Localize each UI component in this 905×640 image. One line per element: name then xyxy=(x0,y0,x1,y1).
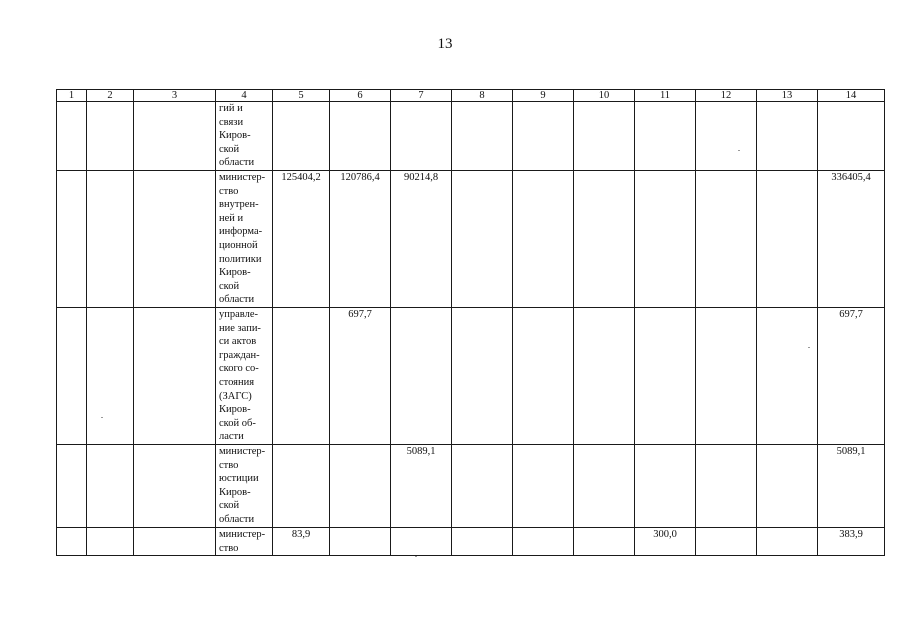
scan-speck xyxy=(808,347,810,348)
organization-name-line: ней и xyxy=(219,212,244,224)
organization-name-line: юстиции xyxy=(219,473,259,485)
amount-cell xyxy=(757,102,818,171)
amount-cell xyxy=(818,102,885,171)
empty-cell xyxy=(57,528,87,556)
organization-name-line: стояния xyxy=(219,376,255,388)
amount-cell xyxy=(696,171,757,308)
amount-cell xyxy=(330,102,391,171)
table-row xyxy=(57,102,885,171)
organization-name-line: области xyxy=(219,294,255,306)
column-header: 2 xyxy=(87,90,134,102)
organization-name-line: граждан- xyxy=(219,349,260,361)
amount-cell xyxy=(452,528,513,556)
organization-name-line: Киров- xyxy=(219,404,251,416)
column-header: 12 xyxy=(696,90,757,102)
amount-cell xyxy=(391,528,452,556)
amount-cell: 125404,2 xyxy=(273,171,330,308)
amount-cell xyxy=(574,528,635,556)
organization-name-line: Киров- xyxy=(219,267,251,279)
amount-cell xyxy=(574,308,635,445)
organization-name-line: ской xyxy=(219,280,240,292)
column-number-row xyxy=(57,90,885,102)
amount-cell xyxy=(757,528,818,556)
organization-name-line: связи xyxy=(219,116,244,128)
amount-cell xyxy=(273,308,330,445)
organization-name-line: ционной xyxy=(219,239,258,251)
organization-name-line: Киров- xyxy=(219,130,251,142)
organization-name-line: информа- xyxy=(219,226,263,238)
empty-cell xyxy=(57,308,87,445)
column-header: 3 xyxy=(134,90,216,102)
empty-cell xyxy=(57,102,87,171)
scan-speck xyxy=(738,150,740,151)
amount-cell xyxy=(574,171,635,308)
table-row xyxy=(57,308,885,445)
amount-cell xyxy=(273,102,330,171)
empty-cell xyxy=(87,171,134,308)
column-header: 7 xyxy=(391,90,452,102)
organization-name-line: ние запи- xyxy=(219,322,261,334)
empty-cell xyxy=(134,445,216,528)
scan-speck xyxy=(101,417,103,418)
amount-cell xyxy=(757,308,818,445)
organization-name-cell xyxy=(216,528,273,556)
amount-cell: 120786,4 xyxy=(330,171,391,308)
organization-name-line: политики xyxy=(219,253,262,265)
organization-name-line: министер- xyxy=(219,172,266,183)
empty-cell xyxy=(57,171,87,308)
amount-cell: 697,7 xyxy=(818,308,885,445)
amount-cell xyxy=(757,445,818,528)
empty-cell xyxy=(87,308,134,445)
amount-cell: 383,9 xyxy=(818,528,885,556)
empty-cell xyxy=(57,445,87,528)
amount-cell xyxy=(452,308,513,445)
column-header: 13 xyxy=(757,90,818,102)
organization-name-line: министер- xyxy=(219,529,266,540)
column-header: 10 xyxy=(574,90,635,102)
amount-cell xyxy=(696,102,757,171)
empty-cell xyxy=(134,528,216,556)
column-header: 14 xyxy=(818,90,885,102)
column-header: 4 xyxy=(216,90,273,102)
column-header: 8 xyxy=(452,90,513,102)
organization-name-cell xyxy=(216,445,273,528)
organization-name-line: области xyxy=(219,157,255,169)
organization-name-line: Киров- xyxy=(219,486,251,498)
organization-name-line: си актов xyxy=(219,336,257,348)
organization-name-line: (ЗАГС) xyxy=(219,390,252,402)
amount-cell xyxy=(696,528,757,556)
amount-cell xyxy=(391,102,452,171)
amount-cell xyxy=(635,445,696,528)
amount-cell xyxy=(452,171,513,308)
column-header: 5 xyxy=(273,90,330,102)
amount-cell xyxy=(635,171,696,308)
amount-cell xyxy=(574,102,635,171)
organization-name-line: управле- xyxy=(219,309,258,320)
amount-cell xyxy=(330,528,391,556)
amount-cell: 5089,1 xyxy=(391,445,452,528)
column-header: 9 xyxy=(513,90,574,102)
amount-cell: 336405,4 xyxy=(818,171,885,308)
organization-name-line: ской xyxy=(219,500,240,512)
amount-cell xyxy=(452,102,513,171)
amount-cell xyxy=(757,171,818,308)
amount-cell xyxy=(452,445,513,528)
organization-name-line: внутрен- xyxy=(219,199,259,211)
amount-cell: 300,0 xyxy=(635,528,696,556)
column-header: 6 xyxy=(330,90,391,102)
amount-cell xyxy=(635,308,696,445)
organization-name-line: области xyxy=(219,513,255,525)
table-row xyxy=(57,528,885,556)
page-number: 13 xyxy=(437,36,453,52)
amount-cell xyxy=(391,308,452,445)
amount-cell xyxy=(513,445,574,528)
amount-cell xyxy=(513,528,574,556)
amount-cell: 83,9 xyxy=(273,528,330,556)
organization-name-cell xyxy=(216,102,273,171)
amount-cell: 697,7 xyxy=(330,308,391,445)
organization-name-line: ской xyxy=(219,143,240,155)
organization-name-line: ство xyxy=(219,185,239,197)
amount-cell xyxy=(273,445,330,528)
amount-cell: 90214,8 xyxy=(391,171,452,308)
organization-name-line: гий и xyxy=(219,103,243,114)
amount-cell: 5089,1 xyxy=(818,445,885,528)
organization-name-cell xyxy=(216,308,273,445)
empty-cell xyxy=(87,528,134,556)
organization-name-line: ского со- xyxy=(219,363,259,375)
empty-cell xyxy=(87,445,134,528)
scan-speck xyxy=(415,556,417,557)
empty-cell xyxy=(87,102,134,171)
amount-cell xyxy=(513,102,574,171)
organization-name-line: министер- xyxy=(219,446,266,457)
table-row xyxy=(57,171,885,308)
organization-name-line: ство xyxy=(219,542,239,554)
amount-cell xyxy=(635,102,696,171)
amount-cell xyxy=(574,445,635,528)
amount-cell xyxy=(696,308,757,445)
empty-cell xyxy=(134,308,216,445)
empty-cell xyxy=(134,171,216,308)
column-header: 1 xyxy=(57,90,87,102)
amount-cell xyxy=(696,445,757,528)
empty-cell xyxy=(134,102,216,171)
budget-table xyxy=(56,89,885,556)
amount-cell xyxy=(513,308,574,445)
amount-cell xyxy=(330,445,391,528)
organization-name-line: ской об- xyxy=(219,417,256,429)
organization-name-line: ласти xyxy=(219,431,244,443)
organization-name-line: ство xyxy=(219,459,239,471)
amount-cell xyxy=(513,171,574,308)
table-row xyxy=(57,445,885,528)
column-header: 11 xyxy=(635,90,696,102)
organization-name-cell xyxy=(216,171,273,308)
